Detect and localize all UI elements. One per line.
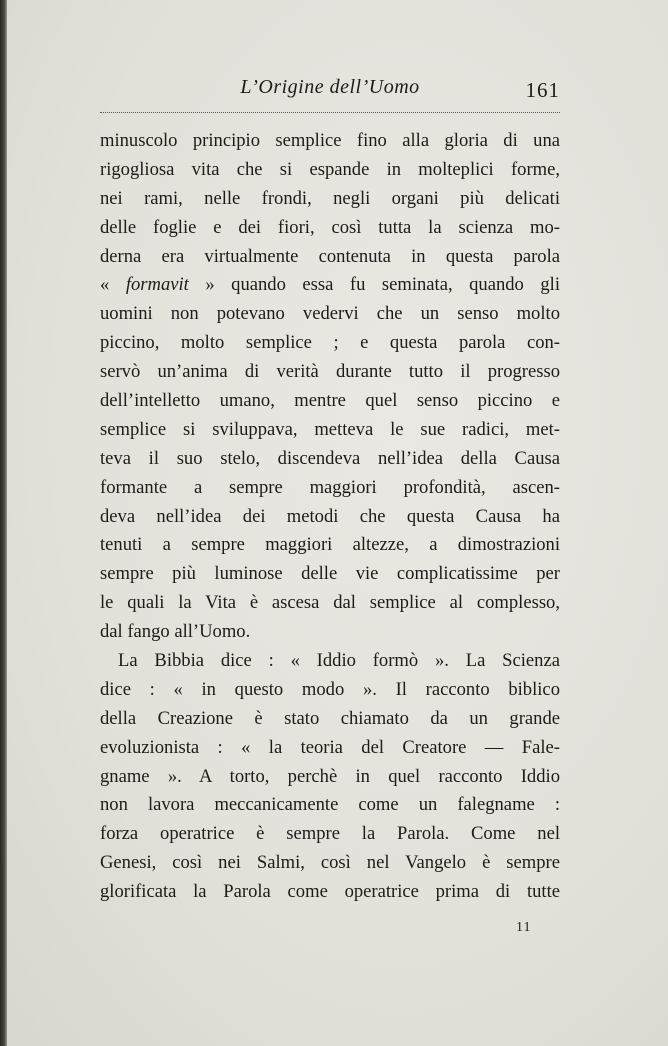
paragraph-end-line: dal fango all’Uomo. [100, 621, 251, 643]
page-number: 161 [525, 78, 560, 102]
text-line: semplice si sviluppava, metteva le sue radici, met- [100, 418, 560, 440]
text-line: forza operatrice è sempre la Parola. Come nel [100, 823, 560, 845]
signature-mark: 11 [516, 920, 532, 935]
text-line: uomini non potevano vedervi che un senso molto [100, 303, 560, 325]
text-line: derna era virtualmente contenuta in questa parola [100, 245, 560, 267]
italic-word: formavit [125, 274, 189, 296]
text-line: piccino, molto semplice ; e questa parola con- [100, 332, 560, 354]
text-line: della Creazione è stato chiamato da un grande [100, 707, 560, 729]
text-line: evoluzionista : « la teoria del Creatore — Fale- [100, 736, 560, 758]
text-line: teva il suo stelo, discendeva nell’idea della Causa [100, 447, 560, 469]
text-line: gname ». A torto, perchè in quel racconto Iddio [100, 765, 560, 787]
text-line: dice : « in questo modo ». Il racconto biblico [100, 678, 560, 700]
text-line: le quali la Vita è ascesa dal semplice al complesso, [100, 592, 560, 614]
text-line: non lavora meccanicamente come un falegname : [100, 794, 560, 816]
text-line: servò un’anima di verità durante tutto il progresso [100, 361, 560, 383]
text-line: tenuti a sempre maggiori altezze, a dimostrazioni [100, 534, 560, 556]
text-line: Genesi, così nei Salmi, così nel Vangelo è sempre [100, 852, 560, 874]
text-line: dell’intelletto umano, mentre quel senso piccino e [100, 390, 560, 412]
header-rule [100, 112, 560, 113]
text-line: deva nell’idea dei metodi che questa Causa ha [100, 505, 560, 527]
text-line-with-italic: « formavit » quando essa fu seminata, quando gli [100, 274, 560, 296]
text-line: rigogliosa vita che si espande in molteplici forme, [100, 158, 560, 180]
text-line: formante a sempre maggiori profondità, ascen- [100, 476, 560, 498]
text-line: delle foglie e dei fiori, così tutta la scienza mo- [100, 216, 560, 238]
text-line: glorificata la Parola come operatrice prima di tutte [100, 881, 560, 903]
paragraph-start-line: La Bibbia dice : « Iddio formò ». La Scienza [118, 650, 560, 672]
text-line: nei rami, nelle frondi, negli organi più delicati [100, 187, 560, 209]
page-header [100, 76, 560, 106]
binding-edge [0, 0, 7, 1046]
text-line: minuscolo principio semplice fino alla gloria di una [100, 130, 560, 151]
body-text [100, 127, 560, 907]
text-line: sempre più luminose delle vie complicatissime per [100, 563, 560, 585]
running-title: L’Origine dell’Uomo [240, 76, 420, 98]
